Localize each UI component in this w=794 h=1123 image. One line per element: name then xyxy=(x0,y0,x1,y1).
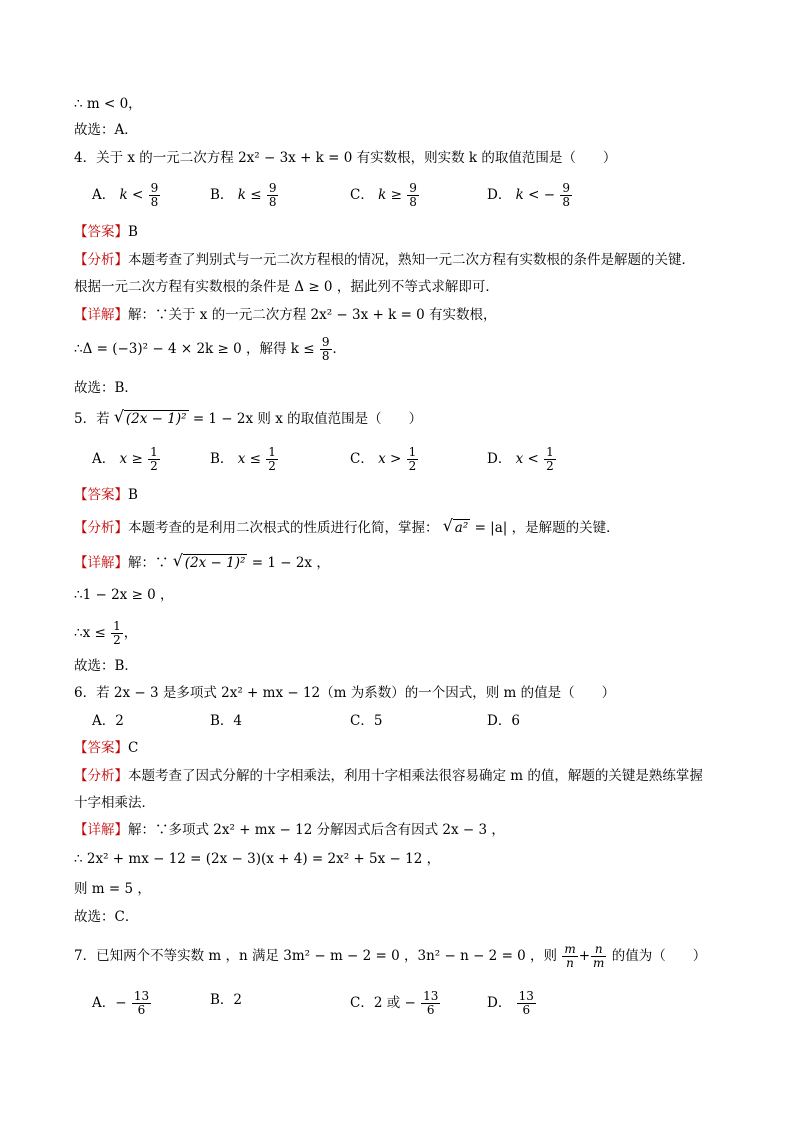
numerator: 13 xyxy=(423,989,439,1003)
answer-value: C xyxy=(128,740,139,756)
question-7 xyxy=(74,943,706,970)
denominator: 2 xyxy=(546,459,554,473)
numerator: 9 xyxy=(321,335,330,349)
option-label: A． xyxy=(92,187,116,203)
selection-line: 故选：C． xyxy=(74,909,139,925)
answer-line xyxy=(74,738,138,758)
numerator: m xyxy=(564,942,576,956)
option-expr: x > xyxy=(378,451,402,467)
analysis-tag: 【分析】 xyxy=(74,520,128,536)
square-root xyxy=(114,409,189,429)
numerator: 13 xyxy=(133,989,150,1003)
text-line xyxy=(74,120,138,140)
radicand: (2x − 1)² xyxy=(125,411,187,427)
option-expr: k < xyxy=(119,187,144,203)
numerator: 1 xyxy=(150,445,158,459)
option-expr: k ≥ xyxy=(378,187,402,203)
analysis-text: 本题考查了判别式与一元二次方程根的情况，熟知一元二次方程有实数根的条件是解题的关键． xyxy=(128,252,695,268)
question-4: 4．关于 x 的一元二次方程 2x² − 3x + k = 0 有实数根，则实数 k 的取值范围是（ ） xyxy=(74,150,617,166)
denominator: 2 xyxy=(113,633,121,647)
answer-value: B xyxy=(128,224,138,240)
analysis-line xyxy=(74,518,620,538)
denominator: 6 xyxy=(426,1003,435,1017)
question-text: 的值为（ ） xyxy=(611,948,707,964)
numerator: 1 xyxy=(408,445,417,459)
analysis-text: 本题考查的是利用二次根式的性质进行化简，掌握： xyxy=(128,520,439,536)
question-text: 5．若 xyxy=(74,411,110,427)
selection-label: 故选：A． xyxy=(74,122,138,138)
q5-option-c[interactable] xyxy=(350,446,419,473)
question-text: 7．已知两个不等实数 m ，n 满足 3m² − m − 2 = 0 ，3n² − n − 2 = 0 ，则 xyxy=(74,948,558,964)
detail-tag: 【详解】 xyxy=(74,555,128,571)
q6-option-d[interactable]: D．6 xyxy=(487,713,520,729)
numerator: 9 xyxy=(409,181,417,195)
detail-text: ， xyxy=(123,625,138,641)
denominator: 8 xyxy=(409,195,417,209)
detail-text: 解：∵多项式 2x² + mx − 12 分解因式后含有因式 2x − 3 ， xyxy=(128,822,505,838)
radical-sign: √ xyxy=(113,407,125,426)
question-text: = 1 − 2x 则 x 的取值范围是（ ） xyxy=(192,411,423,427)
fraction xyxy=(421,990,440,1017)
answer-tag: 【答案】 xyxy=(74,740,128,756)
fraction xyxy=(320,336,332,363)
q7-option-c[interactable] xyxy=(350,990,441,1017)
fraction xyxy=(407,182,419,209)
q7-option-a[interactable] xyxy=(92,990,152,1017)
option-label: B． xyxy=(210,187,234,203)
q4-option-b[interactable] xyxy=(210,182,279,209)
analysis-line xyxy=(74,250,695,270)
numerator: 9 xyxy=(150,181,159,195)
option-label: D． xyxy=(487,451,512,467)
denominator: n xyxy=(566,956,574,970)
numerator: 13 xyxy=(518,989,534,1003)
q5-option-b[interactable] xyxy=(210,446,279,473)
option-label: A． xyxy=(92,451,116,467)
radical-sign: √ xyxy=(442,516,453,535)
fraction xyxy=(407,446,419,473)
q7-option-b[interactable]: B．2 xyxy=(210,992,243,1008)
option-label: C．2 或 − xyxy=(350,995,416,1011)
numerator: n xyxy=(591,943,606,957)
question-5 xyxy=(74,409,422,429)
option-expr: k < − xyxy=(515,187,556,203)
text-line: ∴ m < 0， xyxy=(74,96,142,112)
q4-option-c[interactable] xyxy=(350,182,420,209)
plus-sign: + xyxy=(578,948,591,964)
option-label: D． xyxy=(487,995,512,1011)
answer-line xyxy=(74,485,138,505)
numerator: 1 xyxy=(268,445,276,459)
fraction xyxy=(544,446,556,473)
detail-text: ∴Δ = (−3)² − 4 × 2k ≥ 0 ，解得 k ≤ xyxy=(74,341,315,357)
numerator: 1 xyxy=(546,445,554,459)
fraction xyxy=(132,990,151,1017)
answer-line xyxy=(74,222,138,242)
detail-text: ∴x ≤ xyxy=(74,625,106,641)
denominator: 8 xyxy=(150,195,159,209)
option-label: A．− xyxy=(92,995,127,1011)
selection-line: 故选：B． xyxy=(74,380,138,396)
detail-line: ∴1 − 2x ≥ 0 ， xyxy=(74,587,174,603)
denominator: 6 xyxy=(522,1003,531,1017)
q4-option-a[interactable] xyxy=(92,182,161,209)
square-root xyxy=(173,553,248,573)
denominator: 6 xyxy=(137,1003,146,1017)
radicand: a² xyxy=(454,520,469,536)
numerator: 9 xyxy=(268,181,277,195)
option-expr: x < xyxy=(515,451,539,467)
q5-option-d[interactable] xyxy=(487,446,557,473)
answer-value: B xyxy=(128,487,138,503)
radicand: (2x − 1)² xyxy=(184,555,246,571)
detail-line xyxy=(74,620,137,647)
analysis-tag: 【分析】 xyxy=(74,252,128,268)
fraction xyxy=(111,620,123,647)
denominator: m xyxy=(593,956,605,970)
q6-option-b[interactable]: B．4 xyxy=(210,713,243,729)
detail-line xyxy=(74,305,497,325)
detail-line: 则 m = 5 ， xyxy=(74,881,151,897)
fraction xyxy=(267,182,279,209)
option-label: C． xyxy=(350,451,374,467)
radical-sign: √ xyxy=(172,551,183,570)
fraction xyxy=(148,446,160,473)
detail-text: ． xyxy=(332,341,347,357)
fraction xyxy=(560,182,572,209)
detail-line xyxy=(74,336,346,363)
denominator: 8 xyxy=(562,195,570,209)
detail-line xyxy=(74,553,330,573)
option-label: C． xyxy=(350,187,374,203)
question-6: 6．若 2x − 3 是多项式 2x² + mx − 12（m 为系数）的一个因式，则 m 的值是（ ） xyxy=(74,685,616,701)
analysis-line: 十字相乘法． xyxy=(74,795,155,811)
option-label: D． xyxy=(487,187,512,203)
detail-line: ∴ 2x² + mx − 12 = (2x − 3)(x + 4) = 2x² + 5x − 12 ， xyxy=(74,851,441,867)
option-label: B． xyxy=(210,451,234,467)
analysis-text: 本题考查了因式分解的十字相乘法，利用十字相乘法很容易确定 m 的值，解题的关键是熟练掌握 xyxy=(128,768,703,784)
q7-option-d[interactable] xyxy=(487,990,537,1017)
detail-tag: 【详解】 xyxy=(74,307,128,323)
answer-tag: 【答案】 xyxy=(74,487,128,503)
numerator: 9 xyxy=(562,181,570,195)
denominator: 2 xyxy=(150,459,158,473)
denominator: 8 xyxy=(268,195,277,209)
detail-tag: 【详解】 xyxy=(74,822,128,838)
denominator: 2 xyxy=(268,459,276,473)
detail-line xyxy=(74,820,505,840)
fraction xyxy=(517,990,536,1017)
square-root xyxy=(443,518,470,538)
q6-option-a[interactable]: A．2 xyxy=(92,713,124,729)
fraction xyxy=(266,446,278,473)
denominator: 2 xyxy=(408,459,417,473)
analysis-tag: 【分析】 xyxy=(74,768,128,784)
option-expr: x ≤ xyxy=(237,451,261,467)
denominator: 8 xyxy=(321,349,330,363)
answer-tag: 【答案】 xyxy=(74,224,128,240)
fraction xyxy=(562,943,577,970)
detail-text: = 1 − 2x ， xyxy=(251,555,330,571)
option-expr: x ≥ xyxy=(119,451,143,467)
numerator: 1 xyxy=(113,619,121,633)
selection-line: 故选：B． xyxy=(74,658,138,674)
fraction xyxy=(591,943,606,970)
detail-text: 解：∵ xyxy=(128,555,169,571)
q4-option-d[interactable] xyxy=(487,182,573,209)
analysis-text: = |a| ，是解题的关键． xyxy=(474,520,620,536)
q5-option-a[interactable] xyxy=(92,446,161,473)
detail-text: 解：∵关于 x 的一元二次方程 2x² − 3x + k = 0 有实数根， xyxy=(128,307,497,323)
fraction xyxy=(149,182,161,209)
q6-option-c[interactable]: C．5 xyxy=(350,713,383,729)
analysis-line xyxy=(74,766,703,786)
option-expr: k ≤ xyxy=(237,187,262,203)
analysis-line: 根据一元二次方程有实数根的条件是 Δ ≥ 0 ，据此列不等式求解即可． xyxy=(74,279,499,295)
